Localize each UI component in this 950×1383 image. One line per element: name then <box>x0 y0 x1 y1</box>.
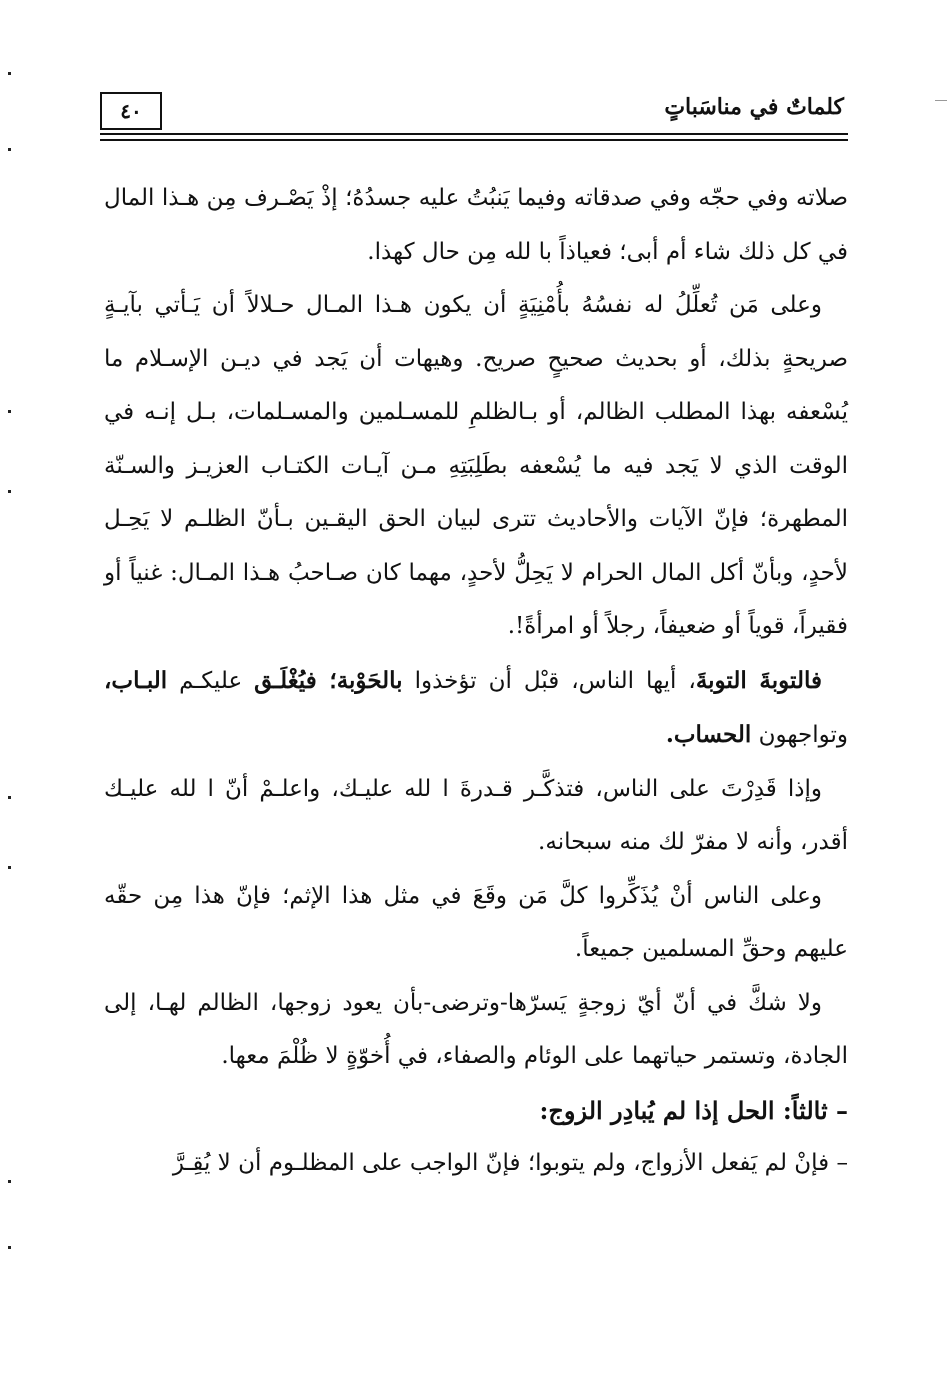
scan-mark <box>8 148 11 151</box>
page-header <box>100 92 848 136</box>
paragraph-1: صلاته وفي حجّه وفي صدقاته وفيما يَنبُتُ عليه جسدُهُ؛ إذْ يَصْـرف مِن هـذا المال في كل ذلك شاء أم أبى؛ فعياذاً با لله مِن حال كهذا. <box>104 185 848 265</box>
paragraph-4: وإذا قَدِرْتَ على الناس، فتذكَّـر قـدرةَ ا لله عليـك، واعلـمْ أنّ ا لله عليـك أقدر، وأنه لا مفرّ لك منه سبحانه. <box>104 775 848 855</box>
scan-mark <box>8 1246 11 1249</box>
scan-mark <box>8 866 11 869</box>
scan-mark <box>935 100 947 101</box>
paragraph-3-bold-hawba: بالحَوْبة؛ فيُغْلَـق <box>254 666 403 694</box>
paragraph-3-text-3: وتواجهون <box>751 722 848 748</box>
paragraph-3-bold-start: فالتوبةَ التوبةَ <box>695 666 822 694</box>
page-number-box <box>100 92 162 130</box>
paragraph-3-text-2: عليكـم <box>167 667 255 694</box>
paragraph-7: – فإنْ لم يَفعل الأزواج، ولم يتوبوا؛ فإنّ الواجب على المظلـوم أن لا يُقِـرَّ <box>172 1150 848 1176</box>
paragraph-3-text: ، أيها الناس، قبْل أن تؤخذوا <box>402 667 696 694</box>
paragraph-6: ولا شكَّ في أنّ أيّ زوجةٍ يَسرّها-وترضى-بأن يعود زوجها، الظالم لهـا، إلى الجادة، وتستمر حياتهما على الوئام والصفاء، في أُخوّةٍ لا ظُلْمَ معها. <box>104 989 848 1069</box>
page-number: ٤٠ <box>120 99 142 123</box>
running-title: كلماتٌ في مناسَباتٍ <box>664 94 844 120</box>
paragraph-2: وعلى مَن تُعلِّلُ له نفسُهُ بأُمْنِيَةٍ أن يكون هـذا المـال حـلالاً أن يَـأتي بآيـةٍ صريحةٍ بذلك، أو بحديث صحيحٍ صريح. وهيهات أن يَجد في ديـن الإسـلام ما يُسْعفه بهذا المطلب الظالم، أو بـالظلمِ للمسـلمين والمسـلمات، بـل إنـه في الوقت الذي لا يَجد فيه ما يُسْعفه بطَلِبَتِهِ مـن آيـات الكتـاب العزيـز والسـنّة المطهرة؛ فإنّ الآيات والأحاديث تترى لبيان الحق اليقـين بـأنّ الظلـم لا يَحِـل لأحدٍ، وبأنّ أكل المال الحرام لا يَحِلُّ لأحدٍ، مهما كان صـاحبُ هـذا المـال: غنياً أو فقيراً، قوياً أو ضعيفاً، رجلاً أو امرأةً!. <box>104 292 848 639</box>
paragraph-3 <box>104 654 848 763</box>
scan-mark <box>8 490 11 493</box>
paragraph-5: وعلى الناس أنْ يُذَكِّروا كلَّ مَن وقَعَ في مثل هذا الإثم؛ فإنّ هذا مِن حقّه عليهم وحقِّ المسلمين جميعاً. <box>104 882 848 962</box>
scan-mark <box>8 72 11 75</box>
paragraph-3-bold-hisab: الحساب. <box>665 721 752 748</box>
header-rule-bottom <box>100 139 848 141</box>
section-heading: – ثالثاً: الحل إذا لم يُبادِر الزوج: <box>539 1095 848 1125</box>
body-text <box>104 172 848 1191</box>
paragraph-3-bold-bab: البـاب، <box>104 666 168 694</box>
scan-mark <box>8 410 11 413</box>
scan-mark <box>8 796 11 799</box>
scan-mark <box>8 1180 11 1183</box>
header-rule-top <box>100 133 848 135</box>
